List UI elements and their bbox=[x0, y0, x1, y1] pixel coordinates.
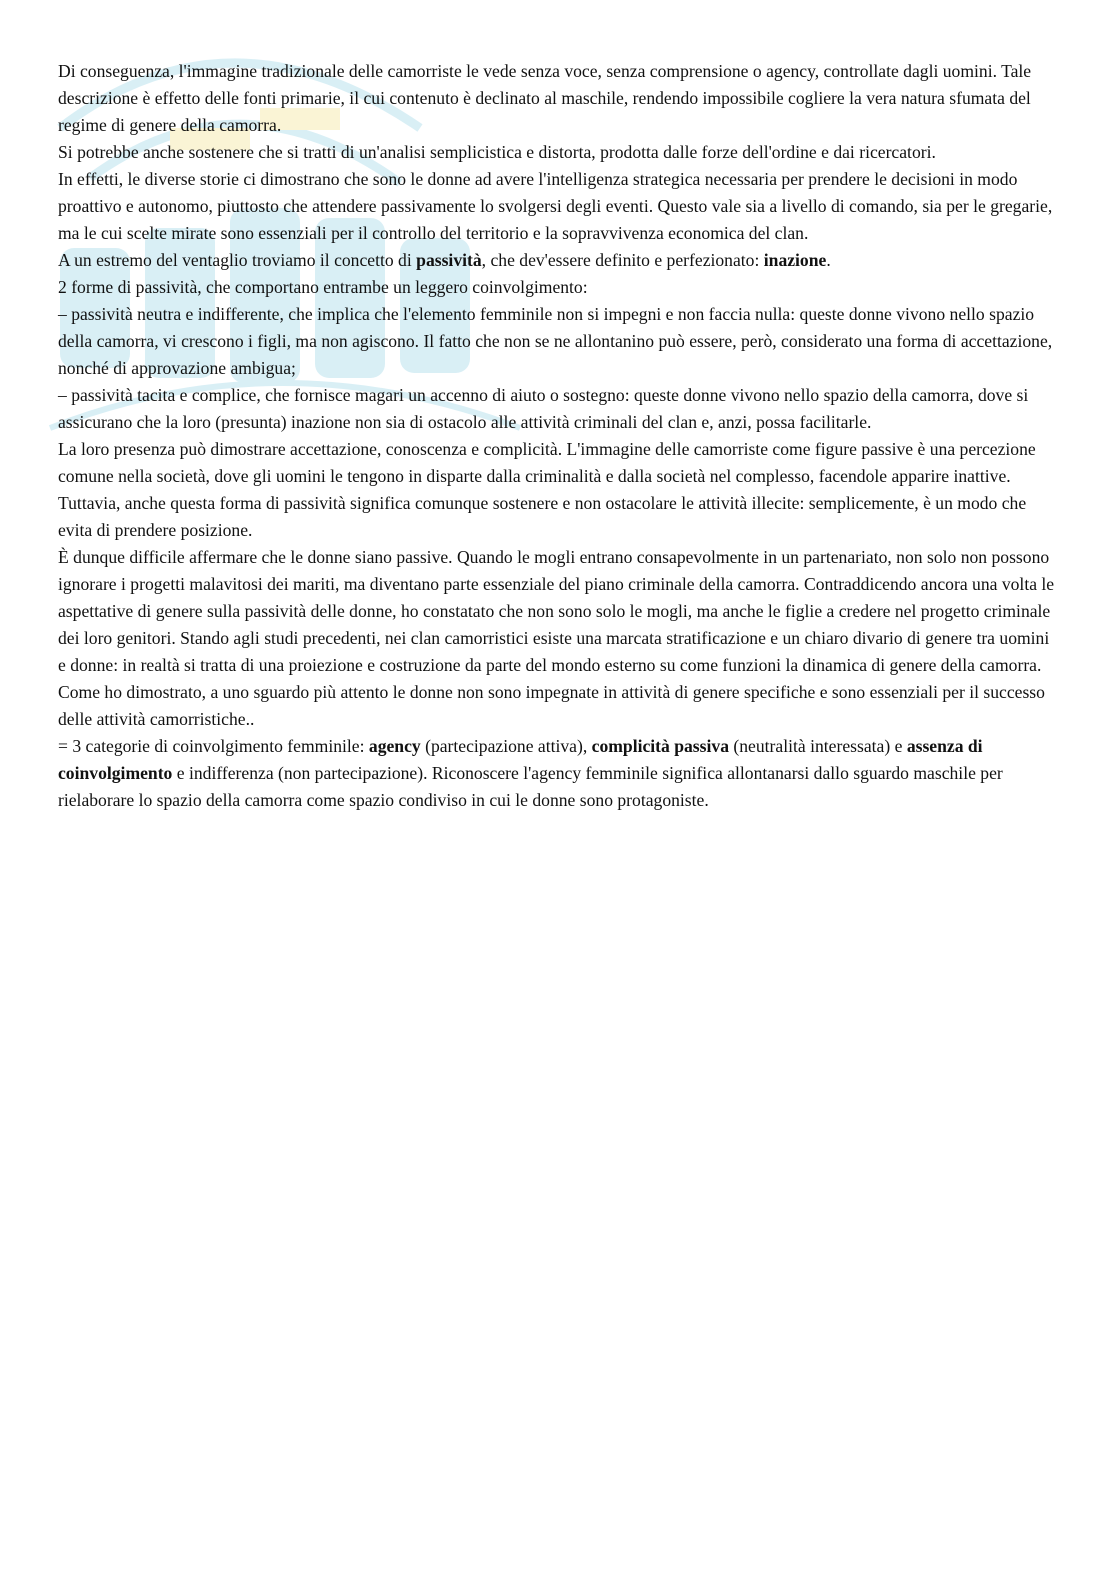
paragraph-5: 2 forme di passività, che comportano entrambe un leggero coinvolgimento: bbox=[58, 277, 588, 297]
text-run: = 3 categorie di coinvolgimento femminile: bbox=[58, 736, 369, 756]
paragraph-2: Si potrebbe anche sostenere che si tratti di un'analisi semplicistica e distorta, prodotta dalle forze dell'ordine e dai ricercatori. bbox=[58, 142, 936, 162]
bold-term-passivita: passività bbox=[416, 250, 482, 270]
document-body bbox=[58, 58, 1058, 814]
text-run: , che dev'essere definito e perfezionato: bbox=[481, 250, 764, 270]
text-run: e indifferenza (non partecipazione). Riconoscere l'agency femminile significa allontanarsi dallo sguardo maschile per rielaborare lo spazio della camorra come spazio condiviso in cui le donne sono protagoniste. bbox=[58, 763, 1003, 810]
text-run: (partecipazione attiva), bbox=[420, 736, 592, 756]
paragraph-10 bbox=[58, 733, 1058, 814]
paragraph-4 bbox=[58, 247, 1058, 274]
paragraph-8: La loro presenza può dimostrare accettazione, conoscenza e complicità. L'immagine delle camorriste come figure passive è una percezione comune nella società, dove gli uomini le tengono in disparte dalla criminalità e dalla società nel complesso, facendole apparire inattive. Tuttavia, anche questa forma di passività significa comunque sostenere e non ostacolare le attività illecite: semplicemente, è un modo che evita di prendere posizione. bbox=[58, 439, 1036, 540]
paragraph-9: È dunque difficile affermare che le donne siano passive. Quando le mogli entrano consapevolmente in un partenariato, non solo non possono ignorare i progetti malavitosi dei mariti, ma diventano parte essenziale del piano criminale della camorra. Contraddicendo ancora una volta le aspettative di genere sulla passività delle donne, ho constatato che non sono solo le mogli, ma anche le figlie a credere nel progetto criminale dei loro genitori. Stando agli studi precedenti, nei clan camorristici esiste una marcata stratificazione e un chiaro divario di genere tra uomini e donne: in realtà si tratta di una proiezione e costruzione da parte del mondo esterno su come funzioni la dinamica di genere della camorra. Come ho dimostrato, a uno sguardo più attento le donne non sono impegnate in attività di genere specifiche e sono essenziali per il successo delle attività camorristiche.. bbox=[58, 547, 1055, 729]
text-run: A un estremo del ventaglio troviamo il concetto di bbox=[58, 250, 417, 270]
bold-term-agency: agency bbox=[368, 736, 421, 756]
list-item-passivita-tacita: – passività tacita e complice, che fornisce magari un accenno di aiuto o sostegno: queste donne vivono nello spazio della camorra, dove si assicurano che la loro (presunta) inazione non sia di ostacolo alle attività criminali del clan e, anzi, possa facilitarle. bbox=[58, 385, 1029, 432]
bold-term-inazione: inazione bbox=[763, 250, 827, 270]
bold-term-complicita-passiva: complicità passiva bbox=[591, 736, 729, 756]
list-item-passivita-neutra: – passività neutra e indifferente, che implica che l'elemento femminile non si impegni e non faccia nulla: queste donne vivono nello spazio della camorra, vi crescono i figli, ma non agiscono. Il fatto che non se ne allontanino può essere, però, considerato una forma di accettazione, nonché di approvazione ambigua; bbox=[58, 304, 1053, 378]
paragraph-3: In effetti, le diverse storie ci dimostrano che sono le donne ad avere l'intelligenza strategica necessaria per prendere le decisioni in modo proattivo e autonomo, piuttosto che attendere passivamente lo svolgersi degli eventi. Questo vale sia a livello di comando, sia per le gregarie, ma le cui scelte mirate sono essenziali per il controllo del territorio e la sopravvivenza economica del clan. bbox=[58, 169, 1053, 243]
text-run: . bbox=[826, 250, 831, 270]
text-run: (neutralità interessata) e bbox=[729, 736, 907, 756]
paragraph-1: Di conseguenza, l'immagine tradizionale delle camorriste le vede senza voce, senza comprensione o agency, controllate dagli uomini. Tale descrizione è effetto delle fonti primarie, il cui contenuto è declinato al maschile, rendendo impossibile cogliere la vera natura sfumata del regime di genere della camorra. bbox=[58, 61, 1032, 135]
bold-term-assenza-coinvolgimento: assenza di coinvolgimento bbox=[58, 736, 983, 783]
